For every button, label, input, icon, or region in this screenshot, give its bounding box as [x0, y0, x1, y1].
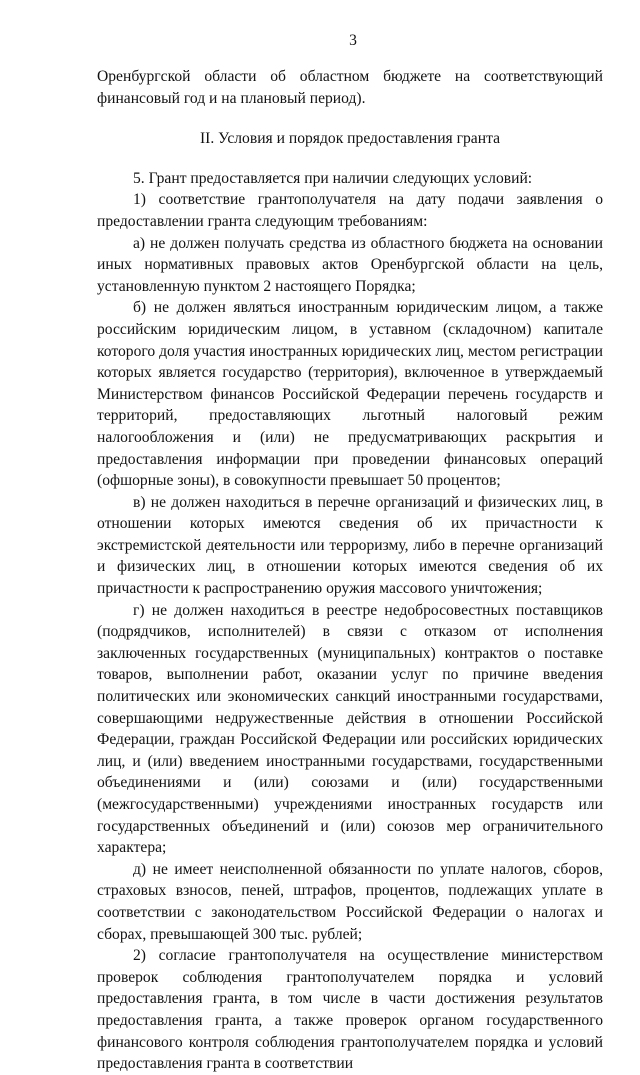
- paragraph-item-1: 1) соответствие грантополучателя на дату подачи заявления о предоставлении гранта следующим требованиям:: [97, 191, 603, 230]
- paragraph-item-1v: в) не должен находиться в перечне организаций и физических лиц, в отношении которых имеются сведения об их причастности к экстремистской деятельности или терроризму, либо в перечне организаций и физических лиц, в отношении которых имеются сведения об их причастности к распространению оружия массового уничтожения;: [97, 493, 603, 598]
- paragraph-item-2: 2) согласие грантополучателя на осуществление министерством проверок соблюдения грантополучателем порядка и условий предоставления гранта, в том числе в части достижения результатов предоставления гранта, а также проверок органом государственного финансового контроля соблюдения грантополучателем порядка и условий предоставления гранта в соответствии: [97, 947, 603, 1073]
- section-heading: II. Условия и порядок предоставления гранта: [199, 130, 501, 148]
- page-number: 3: [349, 32, 357, 49]
- paragraph-item-1d: д) не имеет неисполненной обязанности по уплате налогов, сборов, страховых взносов, пеней, штрафов, процентов, подлежащих уплате в соответствии с законодательством Российской Федерации о налогах и сборах, превышающей 300 тыс. рублей;: [97, 860, 603, 943]
- paragraph-item-1g: г) не должен находиться в реестре недобросовестных поставщиков (подрядчиков, исполнителей) в связи с отказом от исполнения заключенных государственных (муниципальных) контрактов о поставке товаров, выполнении работ, оказании услуг по причине введения политических или экономических санкций иностранными государствами, совершающими недружественные действия в отношении Российской Федерации, граждан Российской Федерации или российских юридических лиц, и (или) введением иностранными государствами, государственными объединениями и (или) союзами и (или) государственными (межгосударственными) учреждениями иностранных государств или государственных объединений и (или) союзов мер ограничительного характера;: [97, 601, 603, 857]
- paragraph-item-1a: а) не должен получать средства из областного бюджета на основании иных нормативных правовых актов Оренбургской области на цель, установленную пунктом 2 настоящего Порядка;: [97, 234, 603, 295]
- paragraph-conditions-intro: 5. Грант предоставляется при наличии следующих условий:: [133, 169, 533, 187]
- continuation-paragraph: Оренбургской области об областном бюджете на соответствующий финансовый год и на плановый период).: [97, 68, 603, 107]
- paragraph-item-1b: б) не должен являться иностранным юридическим лицом, а также российским юридическим лицом, в уставном (складочном) капитале которого доля участия иностранных юридических лиц, местом регистрации которых является государство (территория), включенное в утверждаемый Министерством финансов Российской Федерации перечень государств и территорий, предоставляющих льготный налоговый режим налогообложения и (или) не предусматривающих раскрытия и предоставления информации при проведении финансовых операций (офшорные зоны), в совокупности превышает 50 процентов;: [97, 299, 603, 490]
- document-page: [97, 30, 603, 1075]
